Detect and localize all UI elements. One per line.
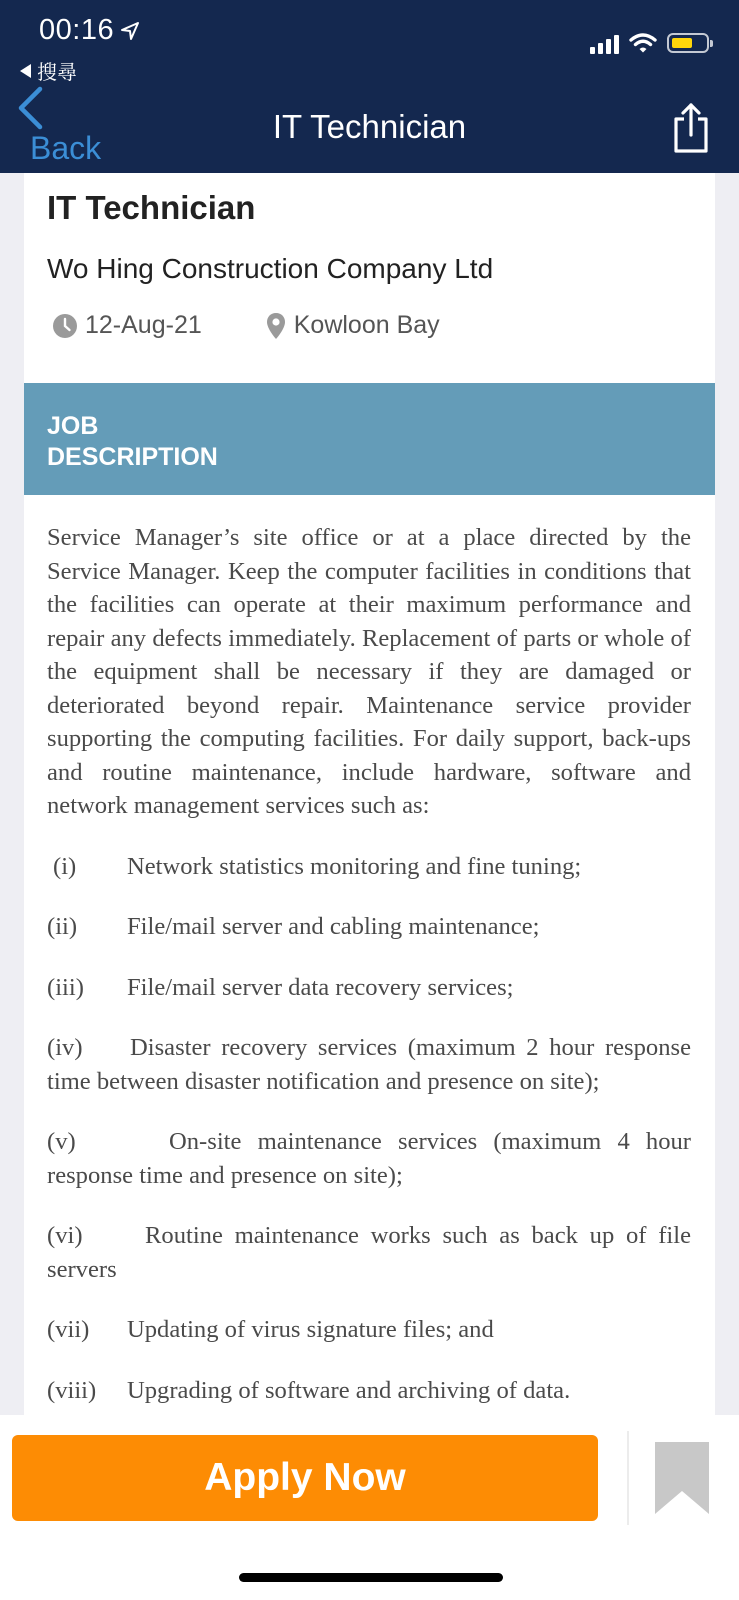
company-name: Wo Hing Construction Company Ltd (47, 253, 494, 284)
list-item-number: (viii) (47, 1376, 97, 1404)
list-item-text: Network statistics monitoring and fine tuning; (127, 852, 582, 880)
list-item-number: (ii) (47, 913, 78, 940)
back-triangle-icon (20, 64, 31, 78)
top-bar (0, 0, 739, 173)
list-item-text: File/mail server and cabling maintenance; (127, 913, 540, 940)
list-item (47, 1219, 691, 1286)
bookmark-button[interactable] (655, 1442, 709, 1514)
wifi-icon (629, 32, 657, 54)
status-time (39, 14, 140, 47)
list-item-text: Disaster recovery services (maximum 2 hour response time between disaster notification and presence on site); (47, 1034, 691, 1095)
clock-icon (53, 314, 77, 338)
list-item-number: (vi) (47, 1222, 83, 1249)
list-item-number: (iii) (47, 973, 84, 1001)
list-item (47, 1374, 691, 1408)
back-button-label[interactable]: Back (30, 130, 102, 166)
section-heading: JOB DESCRIPTION (47, 412, 218, 471)
list-item-text: On-site maintenance services (maximum 4 hour response time and presence on site); (47, 1128, 691, 1189)
job-description-header (24, 383, 715, 495)
share-button[interactable] (673, 102, 709, 154)
location-arrow-icon (120, 21, 140, 41)
action-divider (627, 1431, 629, 1525)
job-description-body (47, 521, 691, 1415)
posted-date-text: 12-Aug-21 (85, 311, 202, 339)
apply-now-button[interactable]: Apply Now (12, 1435, 598, 1521)
list-item-text: Upgrading of software and archiving of data. (127, 1376, 571, 1404)
cellular-signal-icon (590, 32, 619, 54)
list-item-number: (v) (47, 1128, 76, 1155)
share-icon (673, 102, 709, 154)
list-item-number: (vii) (47, 1316, 90, 1343)
status-time-text: 00:16 (39, 14, 115, 46)
list-item (47, 1313, 691, 1347)
list-item-number: (i) (53, 852, 77, 880)
list-item (47, 971, 691, 1005)
list-item (47, 850, 691, 884)
list-item-number: (iv) (47, 1034, 83, 1061)
job-meta (53, 311, 440, 340)
job-detail-card (24, 173, 715, 1415)
list-item (47, 910, 691, 944)
back-to-app[interactable] (20, 56, 77, 85)
list-item-text: File/mail server data recovery services; (127, 973, 514, 1001)
battery-icon (667, 33, 709, 53)
posted-date (53, 311, 202, 340)
description-intro: Service Manager’s site office or at a place directed by the Service Manager. Keep the computer facilities in conditions that the facilities can operate at their maximum performance and repair any defects immediately. Replacement of parts or whole of the equipment shall be necessary if they are damaged or deteriorated beyond repair. Maintenance service provider supporting the computing facilities. For daily support, back-ups and routine maintenance, include hardware, software and network management services such as: (47, 524, 691, 819)
back-to-app-label: 搜尋 (37, 62, 77, 84)
job-location (266, 311, 440, 340)
list-item (47, 1125, 691, 1192)
list-item (47, 1031, 691, 1098)
location-pin-icon (266, 312, 286, 340)
job-title: IT Technician (47, 189, 256, 226)
status-indicators (590, 32, 709, 54)
list-item-text: Routine maintenance works such as back up of file servers (47, 1222, 691, 1283)
bookmark-icon (655, 1442, 709, 1514)
job-location-text: Kowloon Bay (293, 311, 440, 339)
nav-title: IT Technician (272, 108, 467, 145)
home-indicator (239, 1573, 503, 1582)
list-item-text: Updating of virus signature files; and (127, 1316, 494, 1343)
